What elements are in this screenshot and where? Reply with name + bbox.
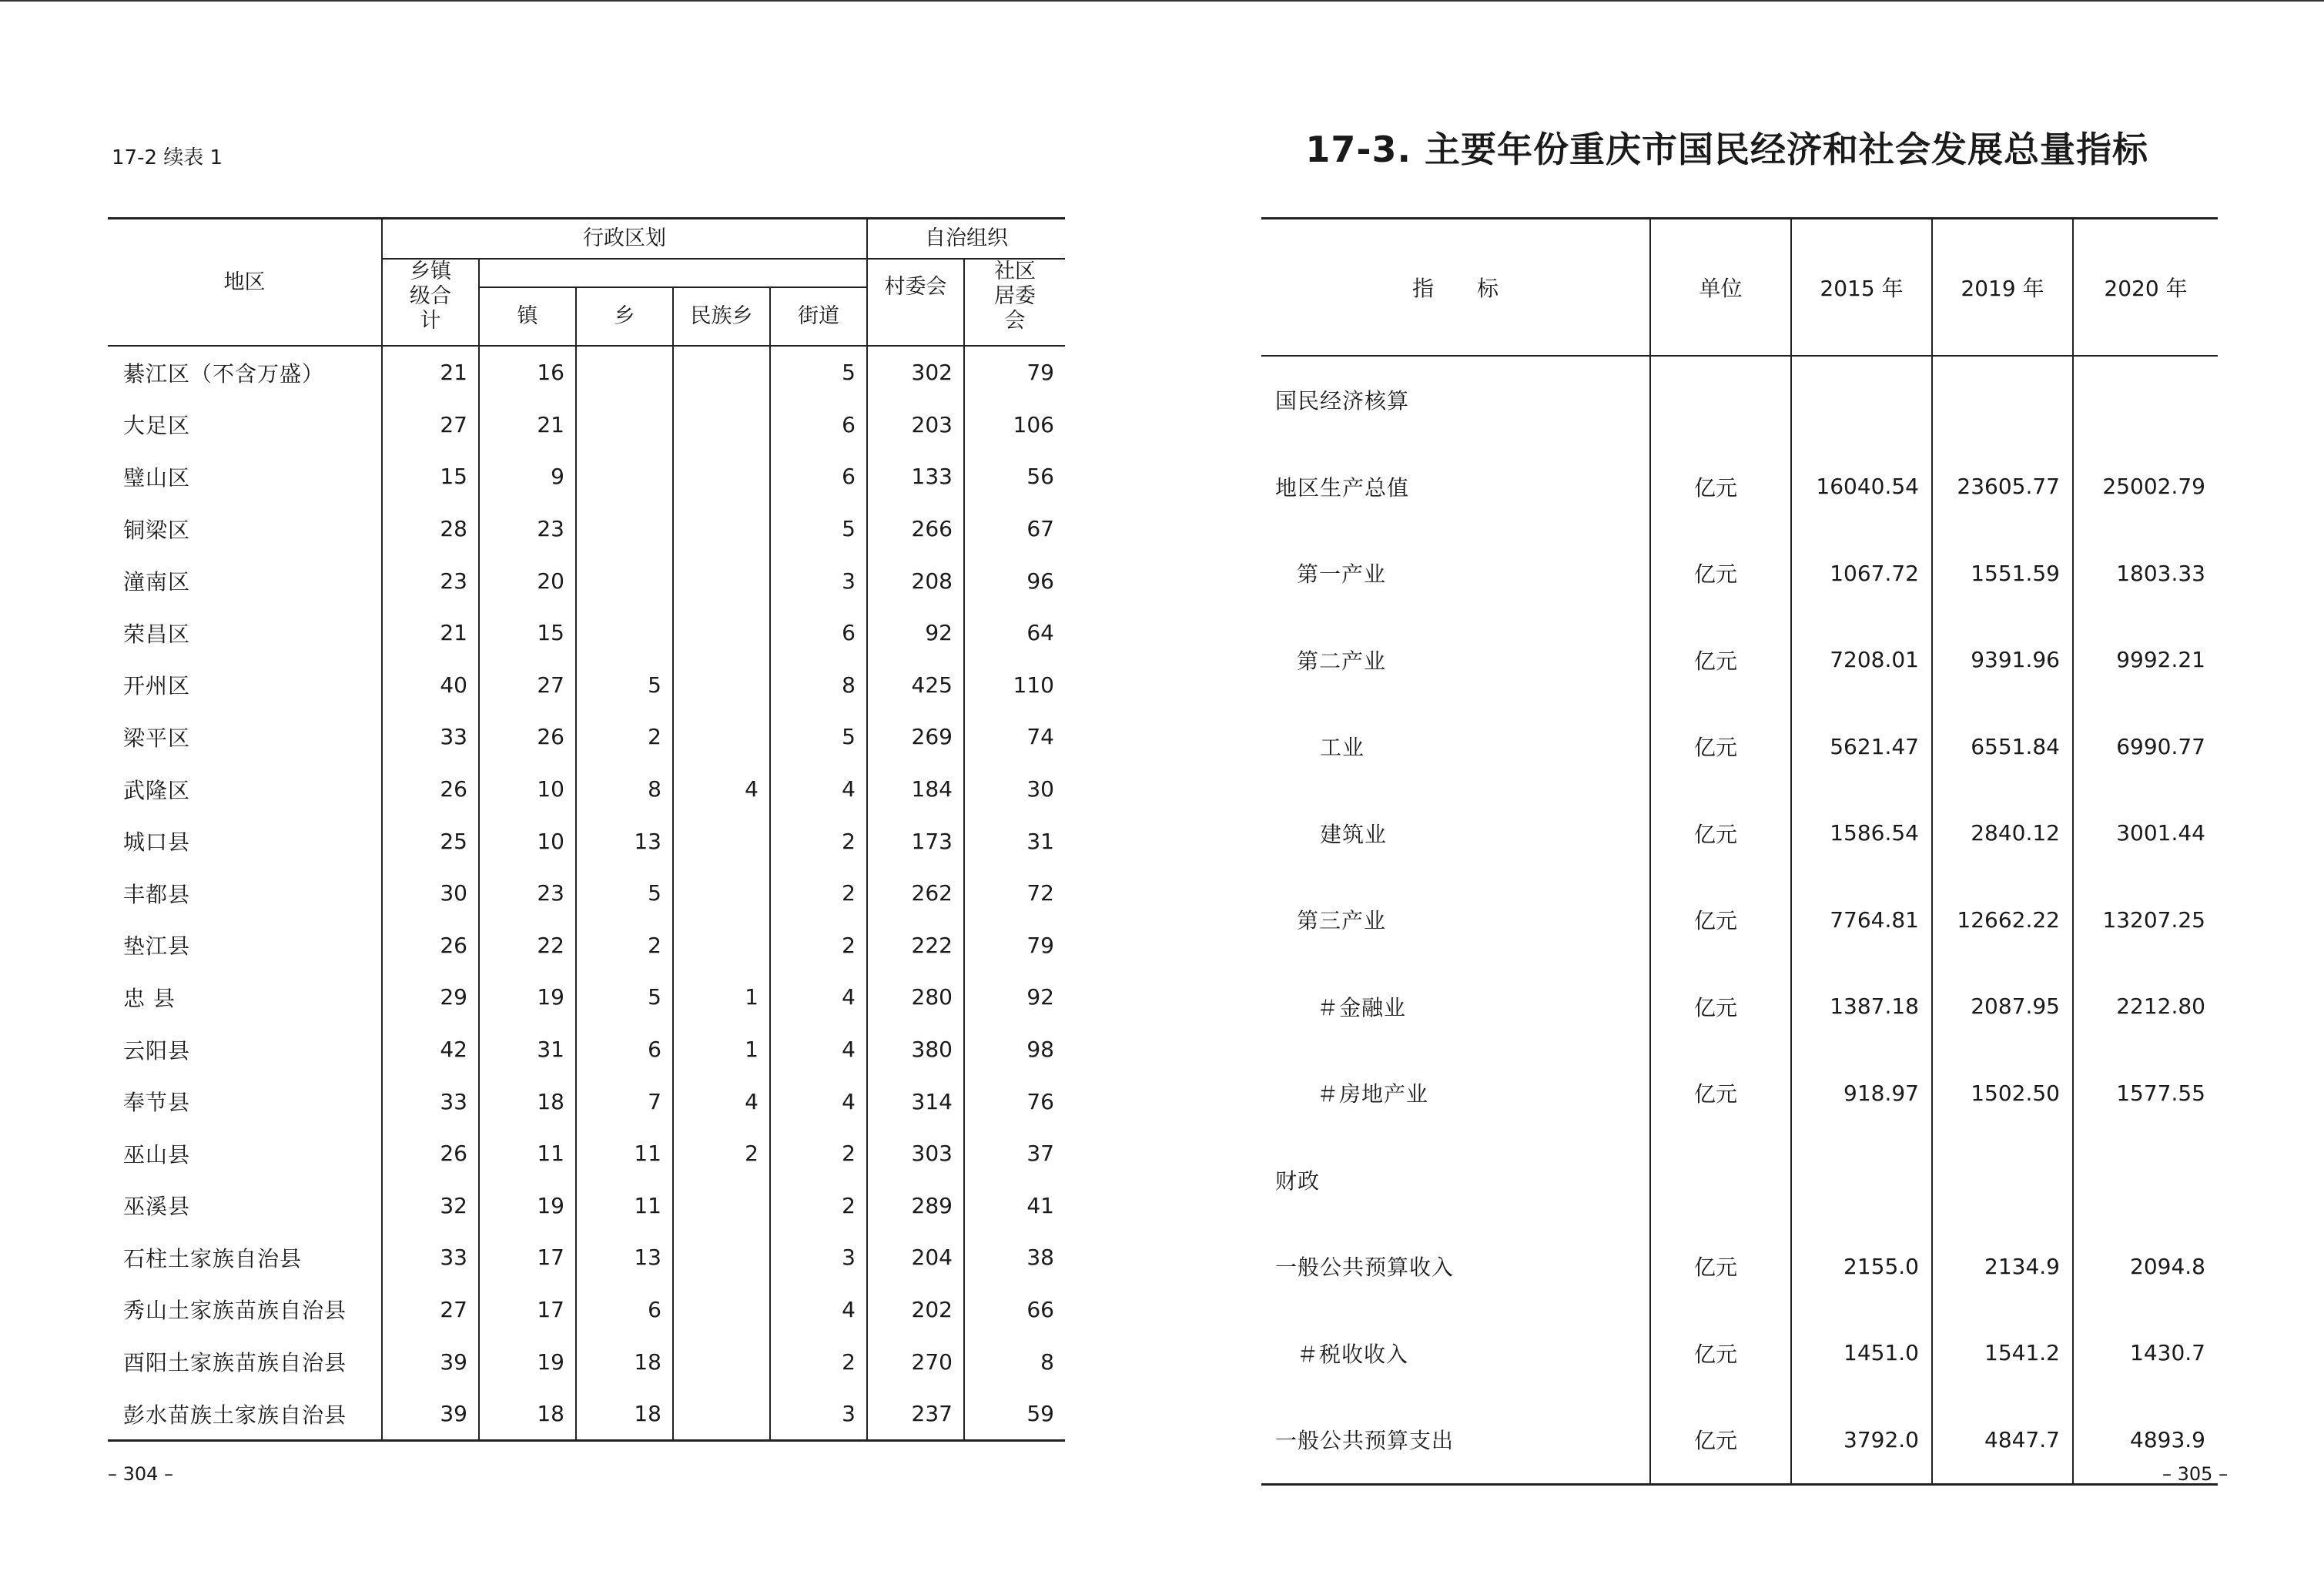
indicator-name-cell: 财政 bbox=[1275, 1168, 1321, 1194]
township-total-cell: 39 bbox=[382, 1388, 479, 1441]
township-count-cell bbox=[576, 346, 673, 399]
value-2020-cell bbox=[2073, 356, 2218, 444]
ethnic-township-count-cell bbox=[673, 815, 770, 867]
village-committee-cell: 314 bbox=[867, 1075, 964, 1127]
ethnic-township-count-cell bbox=[673, 1231, 770, 1284]
value-2015-cell: 2155.0 bbox=[1791, 1223, 1932, 1310]
table-row bbox=[1261, 1223, 2218, 1310]
indicator-name-cell: 第三产业 bbox=[1297, 908, 1387, 934]
township-total-cell: 26 bbox=[382, 1127, 479, 1180]
ethnic-township-count-cell bbox=[673, 1388, 770, 1441]
table-row bbox=[108, 1075, 1065, 1127]
subdistrict-count-cell: 2 bbox=[770, 815, 867, 867]
subdistrict-count-cell: 4 bbox=[770, 971, 867, 1023]
subdistrict-count-cell: 6 bbox=[770, 399, 867, 451]
region-name-cell: 巫溪县 bbox=[123, 1194, 191, 1220]
region-name-cell: 潼南区 bbox=[123, 569, 191, 595]
ethnic-township-count-cell bbox=[673, 399, 770, 451]
value-2019-cell: 12662.22 bbox=[1932, 876, 2073, 963]
township-count-cell: 6 bbox=[576, 1023, 673, 1076]
village-committee-cell: 133 bbox=[867, 451, 964, 503]
ethnic-township-count-cell bbox=[673, 711, 770, 763]
indicators-table-header bbox=[1261, 219, 2218, 357]
community-committee-cell: 8 bbox=[964, 1335, 1065, 1388]
region-name-cell: 璧山区 bbox=[123, 464, 191, 491]
township-total-cell: 33 bbox=[382, 711, 479, 763]
region-name-cell: 綦江区（不含万盛） bbox=[123, 360, 325, 387]
value-2020-cell bbox=[2073, 1137, 2218, 1224]
value-2020-cell: 4893.9 bbox=[2073, 1396, 2218, 1484]
township-count-cell bbox=[576, 503, 673, 555]
township-total-cell: 23 bbox=[382, 554, 479, 607]
value-2020-cell: 2212.80 bbox=[2073, 963, 2218, 1050]
ethnic-township-count-cell bbox=[673, 554, 770, 607]
community-committee-cell: 72 bbox=[964, 867, 1065, 920]
table-row bbox=[1261, 876, 2218, 963]
unit-cell: 亿元 bbox=[1650, 444, 1791, 531]
subdistrict-count-cell: 2 bbox=[770, 920, 867, 972]
subdistrict-count-cell: 5 bbox=[770, 503, 867, 555]
community-committee-cell: 59 bbox=[964, 1388, 1065, 1441]
table-row bbox=[108, 971, 1065, 1023]
community-committee-cell: 41 bbox=[964, 1180, 1065, 1232]
village-committee-cell: 184 bbox=[867, 763, 964, 816]
unit-cell: 亿元 bbox=[1650, 617, 1791, 704]
ethnic-township-count-cell: 4 bbox=[673, 763, 770, 816]
value-2020-cell: 25002.79 bbox=[2073, 444, 2218, 531]
table-row bbox=[108, 399, 1065, 451]
value-2015-cell: 16040.54 bbox=[1791, 444, 1932, 531]
ethnic-township-count-cell bbox=[673, 607, 770, 659]
town-count-cell: 17 bbox=[479, 1284, 576, 1336]
region-name-cell: 梁平区 bbox=[123, 725, 191, 751]
township-count-cell bbox=[576, 607, 673, 659]
table-row bbox=[108, 607, 1065, 659]
ethnic-township-count-cell bbox=[673, 451, 770, 503]
township-total-cell: 30 bbox=[382, 867, 479, 920]
value-2019-cell: 9391.96 bbox=[1932, 617, 2073, 704]
table-row bbox=[108, 815, 1065, 867]
region-name-cell: 开州区 bbox=[123, 673, 191, 699]
region-name-cell: 秀山土家族苗族自治县 bbox=[123, 1298, 347, 1324]
township-count-cell: 6 bbox=[576, 1284, 673, 1336]
ethnic-township-count-cell bbox=[673, 1284, 770, 1336]
table-row bbox=[1261, 963, 2218, 1050]
table-row bbox=[108, 451, 1065, 503]
ethnic-township-count-cell bbox=[673, 867, 770, 920]
township-total-cell: 26 bbox=[382, 763, 479, 816]
subdistrict-count-cell: 4 bbox=[770, 763, 867, 816]
town-count-cell: 22 bbox=[479, 920, 576, 972]
subdistrict-count-cell: 3 bbox=[770, 1231, 867, 1284]
region-name-cell: 彭水苗族土家族自治县 bbox=[123, 1402, 347, 1428]
region-name-cell: 巫山县 bbox=[123, 1141, 191, 1168]
header-autonomous-org: 自治组织 bbox=[867, 219, 1065, 260]
community-committee-cell: 110 bbox=[964, 659, 1065, 712]
header-subdivision-spacer bbox=[479, 259, 867, 287]
region-name-cell: 荣昌区 bbox=[123, 621, 191, 647]
village-committee-cell: 202 bbox=[867, 1284, 964, 1336]
community-committee-cell: 67 bbox=[964, 503, 1065, 555]
subdistrict-count-cell: 6 bbox=[770, 451, 867, 503]
ethnic-township-count-cell: 4 bbox=[673, 1075, 770, 1127]
value-2015-cell bbox=[1791, 1137, 1932, 1224]
header-town: 镇 bbox=[479, 287, 576, 346]
value-2019-cell: 1551.59 bbox=[1932, 530, 2073, 617]
township-count-cell bbox=[576, 399, 673, 451]
town-count-cell: 9 bbox=[479, 451, 576, 503]
village-committee-cell: 92 bbox=[867, 607, 964, 659]
value-2015-cell: 7764.81 bbox=[1791, 876, 1932, 963]
township-total-cell: 26 bbox=[382, 920, 479, 972]
page-number-left: – 304 – bbox=[108, 1463, 174, 1485]
community-committee-cell: 64 bbox=[964, 607, 1065, 659]
table-row bbox=[108, 1335, 1065, 1388]
town-count-cell: 11 bbox=[479, 1127, 576, 1180]
village-committee-cell: 208 bbox=[867, 554, 964, 607]
township-count-cell: 11 bbox=[576, 1127, 673, 1180]
town-count-cell: 10 bbox=[479, 815, 576, 867]
ethnic-township-count-cell bbox=[673, 659, 770, 712]
header-village-committee: 村委会 bbox=[867, 259, 964, 346]
table-row bbox=[1261, 1137, 2218, 1224]
community-committee-cell: 98 bbox=[964, 1023, 1065, 1076]
table-row bbox=[108, 1023, 1065, 1076]
unit-cell: 亿元 bbox=[1650, 1396, 1791, 1484]
township-count-cell: 2 bbox=[576, 711, 673, 763]
header-2019: 2019 年 bbox=[1932, 219, 2073, 357]
subdistrict-count-cell: 4 bbox=[770, 1284, 867, 1336]
village-committee-cell: 237 bbox=[867, 1388, 964, 1441]
value-2015-cell: 5621.47 bbox=[1791, 703, 1932, 790]
township-count-cell bbox=[576, 554, 673, 607]
town-count-cell: 19 bbox=[479, 971, 576, 1023]
community-committee-cell: 31 bbox=[964, 815, 1065, 867]
township-total-cell: 27 bbox=[382, 399, 479, 451]
subdistrict-count-cell: 2 bbox=[770, 1180, 867, 1232]
unit-cell: 亿元 bbox=[1650, 1310, 1791, 1397]
table-row bbox=[1261, 444, 2218, 531]
value-2019-cell: 2087.95 bbox=[1932, 963, 2073, 1050]
community-committee-cell: 37 bbox=[964, 1127, 1065, 1180]
village-committee-cell: 302 bbox=[867, 346, 964, 399]
township-count-cell: 13 bbox=[576, 1231, 673, 1284]
township-total-cell: 32 bbox=[382, 1180, 479, 1232]
indicator-name-cell: 国民经济核算 bbox=[1275, 388, 1410, 414]
value-2020-cell: 9992.21 bbox=[2073, 617, 2218, 704]
region-name-cell: 铜梁区 bbox=[123, 517, 191, 543]
header-indicator: 指 标 bbox=[1261, 219, 1650, 357]
township-count-cell: 13 bbox=[576, 815, 673, 867]
township-count-cell: 5 bbox=[576, 659, 673, 712]
header-township-total bbox=[382, 259, 479, 346]
township-count-cell: 11 bbox=[576, 1180, 673, 1232]
table-row bbox=[1261, 790, 2218, 877]
village-committee-cell: 270 bbox=[867, 1335, 964, 1388]
town-count-cell: 19 bbox=[479, 1335, 576, 1388]
header-admin-division: 行政区划 bbox=[382, 219, 867, 260]
value-2020-cell: 1803.33 bbox=[2073, 530, 2218, 617]
township-count-cell: 5 bbox=[576, 867, 673, 920]
continuation-label: 17-2 续表 1 bbox=[112, 146, 223, 169]
town-count-cell: 21 bbox=[479, 399, 576, 451]
village-committee-cell: 203 bbox=[867, 399, 964, 451]
table-row bbox=[1261, 530, 2218, 617]
ethnic-township-count-cell: 1 bbox=[673, 971, 770, 1023]
township-count-cell: 18 bbox=[576, 1335, 673, 1388]
village-committee-cell: 173 bbox=[867, 815, 964, 867]
region-name-cell: 酉阳土家族苗族自治县 bbox=[123, 1350, 347, 1376]
table-row bbox=[1261, 1050, 2218, 1137]
admin-table-header bbox=[108, 219, 1065, 347]
value-2015-cell: 7208.01 bbox=[1791, 617, 1932, 704]
region-name-cell: 云阳县 bbox=[123, 1037, 191, 1064]
village-committee-cell: 280 bbox=[867, 971, 964, 1023]
community-committee-cell: 38 bbox=[964, 1231, 1065, 1284]
value-2019-cell: 1541.2 bbox=[1932, 1310, 2073, 1397]
township-count-cell: 18 bbox=[576, 1388, 673, 1441]
top-border-line bbox=[0, 0, 2324, 2]
region-name-cell: 奉节县 bbox=[123, 1090, 191, 1116]
unit-cell: 亿元 bbox=[1650, 703, 1791, 790]
subdistrict-count-cell: 2 bbox=[770, 1127, 867, 1180]
town-count-cell: 17 bbox=[479, 1231, 576, 1284]
town-count-cell: 26 bbox=[479, 711, 576, 763]
indicator-name-cell: 一般公共预算支出 bbox=[1275, 1428, 1455, 1454]
region-name-cell: 大足区 bbox=[123, 413, 191, 439]
page-number-right: – 305 – bbox=[2162, 1463, 2229, 1485]
village-committee-cell: 303 bbox=[867, 1127, 964, 1180]
township-total-cell: 25 bbox=[382, 815, 479, 867]
community-committee-cell: 79 bbox=[964, 346, 1065, 399]
region-name-cell: 垫江县 bbox=[123, 933, 191, 960]
unit-cell: 亿元 bbox=[1650, 790, 1791, 877]
unit-cell: 亿元 bbox=[1650, 1223, 1791, 1310]
town-count-cell: 15 bbox=[479, 607, 576, 659]
community-committee-cell: 74 bbox=[964, 711, 1065, 763]
value-2019-cell bbox=[1932, 356, 2073, 444]
value-2019-cell bbox=[1932, 1137, 2073, 1224]
unit-cell: 亿元 bbox=[1650, 963, 1791, 1050]
village-committee-cell: 380 bbox=[867, 1023, 964, 1076]
township-total-cell: 33 bbox=[382, 1075, 479, 1127]
town-count-cell: 31 bbox=[479, 1023, 576, 1076]
town-count-cell: 23 bbox=[479, 867, 576, 920]
table-row bbox=[1261, 1310, 2218, 1397]
value-2019-cell: 2134.9 bbox=[1932, 1223, 2073, 1310]
header-2015: 2015 年 bbox=[1791, 219, 1932, 357]
unit-cell: 亿元 bbox=[1650, 530, 1791, 617]
township-total-cell: 27 bbox=[382, 1284, 479, 1336]
table-row bbox=[108, 711, 1065, 763]
unit-cell: 亿元 bbox=[1650, 1050, 1791, 1137]
table-row bbox=[108, 920, 1065, 972]
community-committee-cell: 30 bbox=[964, 763, 1065, 816]
table-row bbox=[108, 554, 1065, 607]
village-committee-cell: 262 bbox=[867, 867, 964, 920]
header-2020: 2020 年 bbox=[2073, 219, 2218, 357]
town-count-cell: 19 bbox=[479, 1180, 576, 1232]
township-count-cell: 8 bbox=[576, 763, 673, 816]
admin-division-table bbox=[108, 217, 1065, 1442]
township-total-cell: 21 bbox=[382, 346, 479, 399]
value-2020-cell: 1577.55 bbox=[2073, 1050, 2218, 1137]
township-total-cell: 40 bbox=[382, 659, 479, 712]
township-total-cell: 39 bbox=[382, 1335, 479, 1388]
town-count-cell: 18 bbox=[479, 1075, 576, 1127]
value-2019-cell: 4847.7 bbox=[1932, 1396, 2073, 1484]
village-committee-cell: 289 bbox=[867, 1180, 964, 1232]
indicator-name-cell: ＃税收收入 bbox=[1297, 1341, 1409, 1367]
table-row bbox=[1261, 356, 2218, 444]
village-committee-cell: 266 bbox=[867, 503, 964, 555]
value-2020-cell: 3001.44 bbox=[2073, 790, 2218, 877]
town-count-cell: 20 bbox=[479, 554, 576, 607]
village-committee-cell: 425 bbox=[867, 659, 964, 712]
header-township: 乡 bbox=[576, 287, 673, 346]
value-2019-cell: 1502.50 bbox=[1932, 1050, 2073, 1137]
ethnic-township-count-cell bbox=[673, 503, 770, 555]
indicator-name-cell: 第一产业 bbox=[1297, 561, 1387, 588]
economic-indicators-table bbox=[1261, 217, 2218, 1486]
value-2020-cell: 6990.77 bbox=[2073, 703, 2218, 790]
value-2019-cell: 2840.12 bbox=[1932, 790, 2073, 877]
unit-cell: 亿元 bbox=[1650, 876, 1791, 963]
town-count-cell: 23 bbox=[479, 503, 576, 555]
table-row bbox=[1261, 1396, 2218, 1484]
township-count-cell: 7 bbox=[576, 1075, 673, 1127]
community-committee-cell: 92 bbox=[964, 971, 1065, 1023]
subdistrict-count-cell: 4 bbox=[770, 1075, 867, 1127]
ethnic-township-count-cell: 2 bbox=[673, 1127, 770, 1180]
value-2015-cell: 1451.0 bbox=[1791, 1310, 1932, 1397]
value-2015-cell bbox=[1791, 356, 1932, 444]
header-region: 地区 bbox=[223, 270, 266, 294]
value-2015-cell: 1387.18 bbox=[1791, 963, 1932, 1050]
table-row bbox=[108, 867, 1065, 920]
table-row bbox=[1261, 703, 2218, 790]
table-row bbox=[108, 503, 1065, 555]
subdistrict-count-cell: 5 bbox=[770, 346, 867, 399]
value-2015-cell: 918.97 bbox=[1791, 1050, 1932, 1137]
value-2019-cell: 23605.77 bbox=[1932, 444, 2073, 531]
township-count-cell: 5 bbox=[576, 971, 673, 1023]
indicator-name-cell: 地区生产总值 bbox=[1275, 474, 1410, 501]
subdistrict-count-cell: 5 bbox=[770, 711, 867, 763]
admin-table-body bbox=[108, 346, 1065, 1441]
township-count-cell bbox=[576, 451, 673, 503]
table-row bbox=[108, 1180, 1065, 1232]
indicator-name-cell: 工业 bbox=[1320, 735, 1365, 761]
indicators-table-body bbox=[1261, 356, 2218, 1484]
community-committee-cell: 76 bbox=[964, 1075, 1065, 1127]
table-row bbox=[1261, 617, 2218, 704]
town-count-cell: 10 bbox=[479, 763, 576, 816]
community-committee-cell: 96 bbox=[964, 554, 1065, 607]
table-row bbox=[108, 346, 1065, 399]
header-community-committee bbox=[964, 259, 1065, 346]
header-subdistrict: 街道 bbox=[770, 287, 867, 346]
header-township-total-text: 乡镇级合计 bbox=[410, 260, 451, 333]
subdistrict-count-cell: 3 bbox=[770, 1388, 867, 1441]
indicator-name-cell: ＃金融业 bbox=[1317, 994, 1407, 1020]
table-row bbox=[108, 1231, 1065, 1284]
community-committee-cell: 106 bbox=[964, 399, 1065, 451]
page-title: 17-3. 主要年份重庆市国民经济和社会发展总量指标 bbox=[1305, 129, 2148, 170]
region-name-cell: 忠 县 bbox=[123, 985, 176, 1011]
subdistrict-count-cell: 2 bbox=[770, 867, 867, 920]
value-2020-cell: 1430.7 bbox=[2073, 1310, 2218, 1397]
value-2020-cell: 2094.8 bbox=[2073, 1223, 2218, 1310]
subdistrict-count-cell: 6 bbox=[770, 607, 867, 659]
village-committee-cell: 204 bbox=[867, 1231, 964, 1284]
township-count-cell: 2 bbox=[576, 920, 673, 972]
indicator-name-cell: 建筑业 bbox=[1320, 821, 1388, 847]
township-total-cell: 28 bbox=[382, 503, 479, 555]
header-community-committee-text: 社区居委会 bbox=[994, 260, 1036, 333]
village-committee-cell: 222 bbox=[867, 920, 964, 972]
value-2019-cell: 6551.84 bbox=[1932, 703, 2073, 790]
table-row bbox=[108, 763, 1065, 816]
township-total-cell: 29 bbox=[382, 971, 479, 1023]
subdistrict-count-cell: 4 bbox=[770, 1023, 867, 1076]
table-row bbox=[108, 1284, 1065, 1336]
indicator-name-cell: 一般公共预算收入 bbox=[1275, 1255, 1455, 1281]
ethnic-township-count-cell bbox=[673, 1180, 770, 1232]
ethnic-township-count-cell bbox=[673, 920, 770, 972]
value-2020-cell: 13207.25 bbox=[2073, 876, 2218, 963]
township-total-cell: 42 bbox=[382, 1023, 479, 1076]
township-total-cell: 33 bbox=[382, 1231, 479, 1284]
town-count-cell: 18 bbox=[479, 1388, 576, 1441]
region-name-cell: 武隆区 bbox=[123, 777, 191, 803]
village-committee-cell: 269 bbox=[867, 711, 964, 763]
table-row bbox=[108, 1388, 1065, 1441]
subdistrict-count-cell: 3 bbox=[770, 554, 867, 607]
unit-cell bbox=[1650, 1137, 1791, 1224]
community-committee-cell: 79 bbox=[964, 920, 1065, 972]
township-total-cell: 15 bbox=[382, 451, 479, 503]
ethnic-township-count-cell bbox=[673, 1335, 770, 1388]
subdistrict-count-cell: 2 bbox=[770, 1335, 867, 1388]
unit-cell bbox=[1650, 356, 1791, 444]
region-name-cell: 城口县 bbox=[123, 829, 191, 856]
town-count-cell: 16 bbox=[479, 346, 576, 399]
community-committee-cell: 66 bbox=[964, 1284, 1065, 1336]
region-name-cell: 石柱土家族自治县 bbox=[123, 1245, 303, 1271]
value-2015-cell: 1586.54 bbox=[1791, 790, 1932, 877]
township-total-cell: 21 bbox=[382, 607, 479, 659]
subdistrict-count-cell: 8 bbox=[770, 659, 867, 712]
indicator-name-cell: 第二产业 bbox=[1297, 648, 1387, 674]
header-ethnic-township: 民族乡 bbox=[673, 287, 770, 346]
ethnic-township-count-cell bbox=[673, 346, 770, 399]
header-unit: 单位 bbox=[1650, 219, 1791, 357]
table-row bbox=[108, 659, 1065, 712]
ethnic-township-count-cell: 1 bbox=[673, 1023, 770, 1076]
community-committee-cell: 56 bbox=[964, 451, 1065, 503]
town-count-cell: 27 bbox=[479, 659, 576, 712]
value-2015-cell: 3792.0 bbox=[1791, 1396, 1932, 1484]
value-2015-cell: 1067.72 bbox=[1791, 530, 1932, 617]
table-row bbox=[108, 1127, 1065, 1180]
indicator-name-cell: ＃房地产业 bbox=[1317, 1081, 1429, 1107]
region-name-cell: 丰都县 bbox=[123, 881, 191, 907]
